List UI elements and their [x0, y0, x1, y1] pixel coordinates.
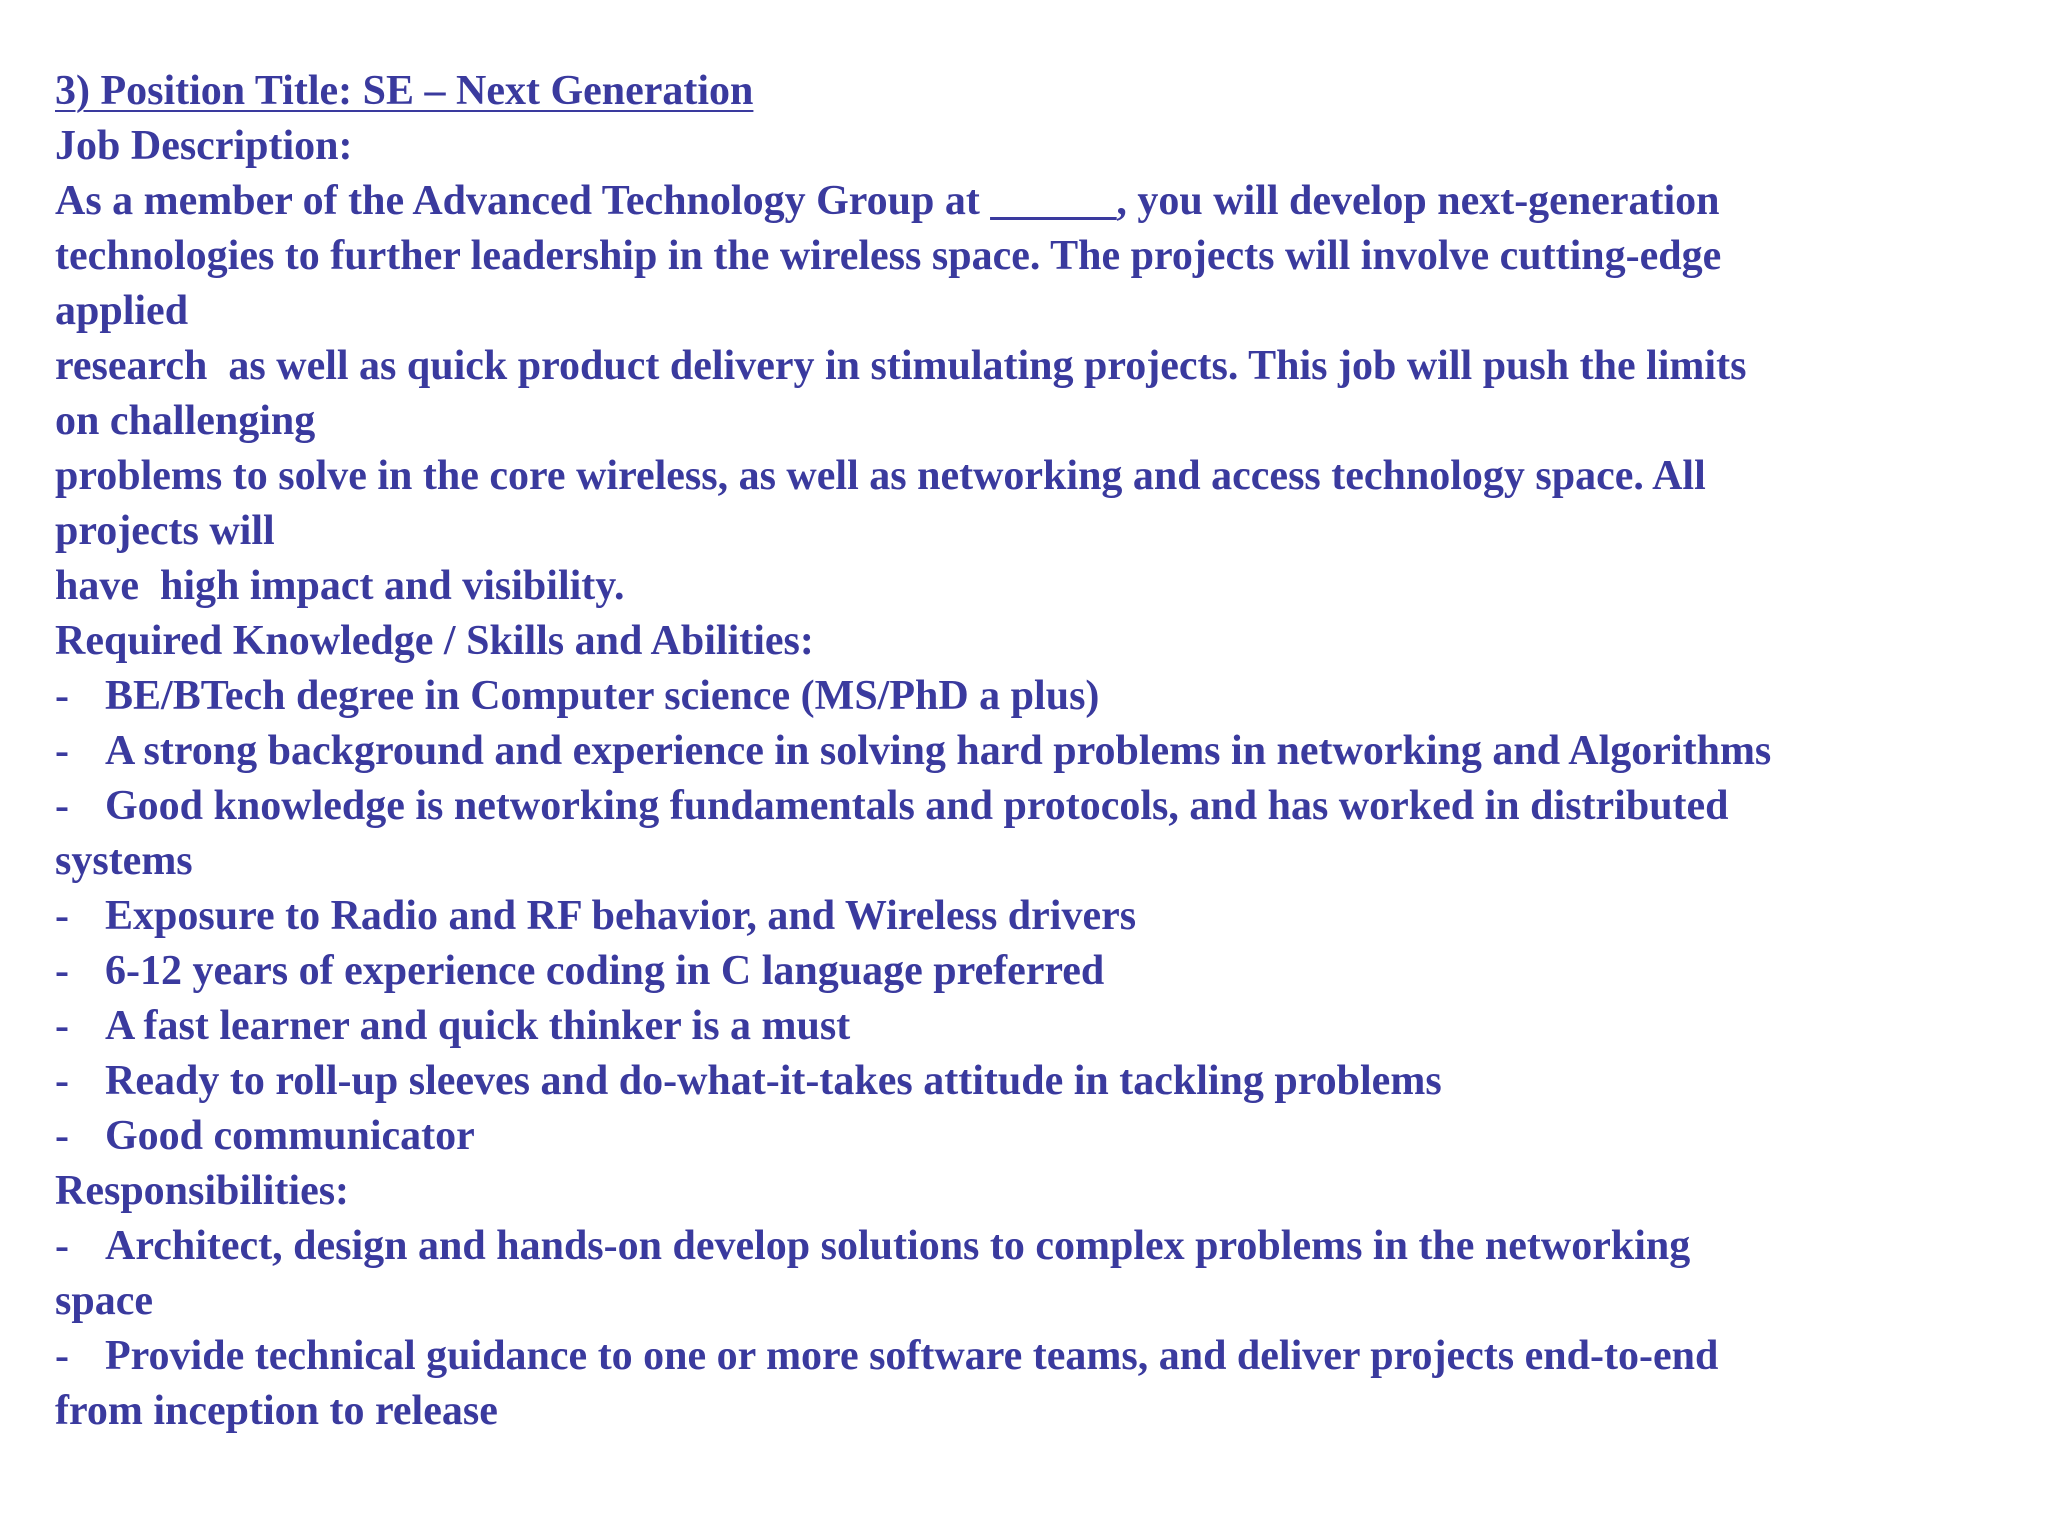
list-item-continuation: space: [55, 1278, 153, 1324]
list-item: [55, 779, 2005, 834]
list-item-continuation: systems: [55, 838, 193, 884]
list-item: [55, 999, 2005, 1054]
list-item-text: Good communicator: [105, 1113, 475, 1159]
bullet-dash: -: [55, 1003, 69, 1049]
list-item: [55, 1329, 2005, 1384]
list-item-text: Exposure to Radio and RF behavior, and Wireless drivers: [105, 893, 1137, 939]
list-item-text: BE/BTech degree in Computer science (MS/PhD a plus): [105, 673, 1100, 719]
job-description-line: projects will: [55, 508, 275, 554]
bullet-dash: -: [55, 1113, 69, 1159]
list-item-text: Ready to roll-up sleeves and do-what-it-takes attitude in tackling problems: [105, 1058, 1442, 1104]
job-description-line: research as well as quick product delivery in stimulating projects. This job will push the limits: [55, 343, 1747, 389]
bullet-dash: -: [55, 728, 69, 774]
list-item-text: 6-12 years of experience coding in C language preferred: [105, 948, 1105, 994]
position-title: 3) Position Title: SE – Next Generation: [55, 68, 754, 114]
bullet-dash: -: [55, 948, 69, 994]
required-skills-heading: Required Knowledge / Skills and Abilities:: [55, 618, 814, 664]
bullet-dash: -: [55, 893, 69, 939]
list-item-continuation: from inception to release: [55, 1388, 498, 1434]
bullet-dash: -: [55, 1058, 69, 1104]
job-description-line: As a member of the Advanced Technology Group at ______, you will develop next-generation: [55, 178, 1720, 224]
list-item: [55, 724, 2005, 779]
bullet-dash: -: [55, 783, 69, 829]
list-item: [55, 1109, 2005, 1164]
list-item: [55, 1054, 2005, 1109]
job-description-line: applied: [55, 288, 189, 334]
job-description-line: have high impact and visibility.: [55, 563, 625, 609]
job-description-line: on challenging: [55, 398, 316, 444]
job-description-line: technologies to further leadership in the wireless space. The projects will involve cutting-edge: [55, 233, 1722, 279]
job-description-body: [55, 174, 2005, 614]
responsibilities-list: [55, 1219, 2005, 1439]
list-item-text: Provide technical guidance to one or more software teams, and deliver projects end-to-end: [105, 1333, 1719, 1379]
job-description-line: problems to solve in the core wireless, as well as networking and access technology space. All: [55, 453, 1706, 499]
list-item-text: A fast learner and quick thinker is a must: [105, 1003, 851, 1049]
list-item: [55, 889, 2005, 944]
list-item-text: Good knowledge is networking fundamentals and protocols, and has worked in distributed: [105, 783, 1729, 829]
document-page: [55, 64, 2005, 1439]
list-item: [55, 944, 2005, 999]
list-item: [55, 669, 2005, 724]
list-item-text: Architect, design and hands-on develop solutions to complex problems in the networking: [105, 1223, 1691, 1269]
list-item-text: A strong background and experience in solving hard problems in networking and Algorithms: [105, 728, 1772, 774]
bullet-dash: -: [55, 673, 69, 719]
responsibilities-heading: Responsibilities:: [55, 1168, 350, 1214]
bullet-dash: -: [55, 1333, 69, 1379]
bullet-dash: -: [55, 1223, 69, 1269]
required-skills-list: [55, 669, 2005, 1164]
list-item: [55, 1219, 2005, 1274]
job-description-heading: Job Description:: [55, 123, 353, 169]
